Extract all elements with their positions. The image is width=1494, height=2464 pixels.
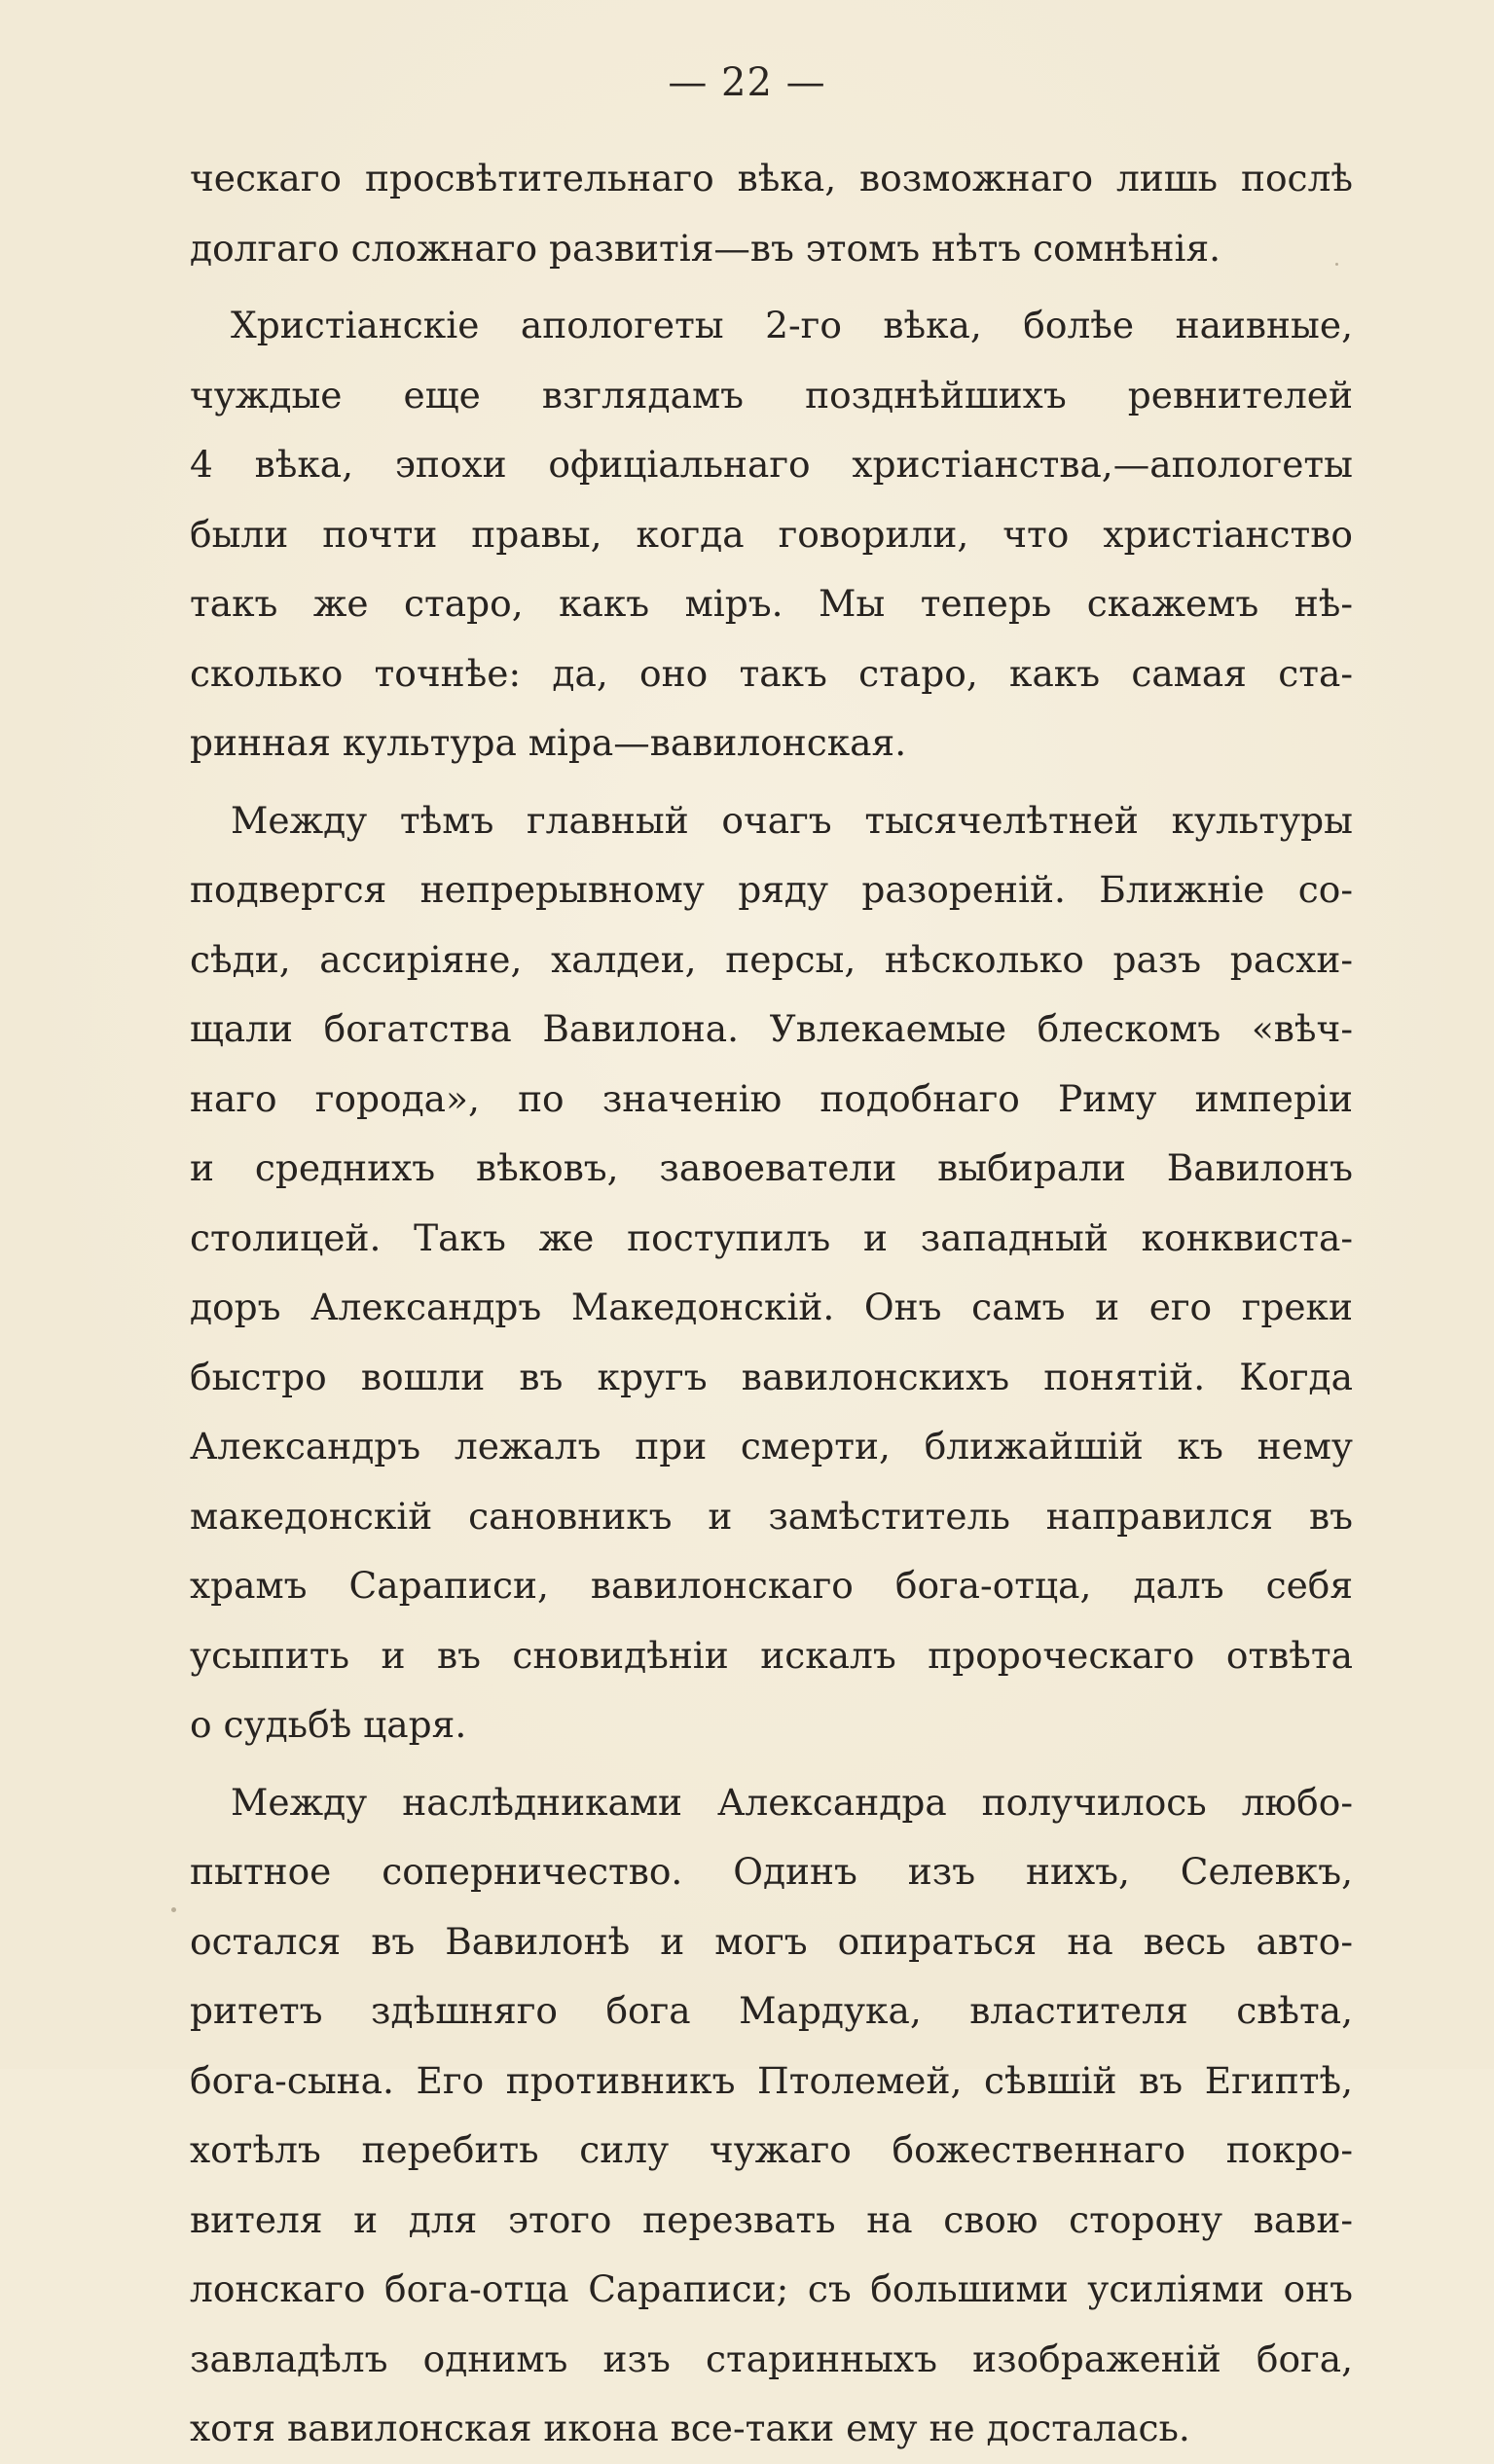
text-line: хотя вавилонская икона все-таки ему не досталась. [190, 2407, 1190, 2449]
paragraph [190, 291, 1353, 779]
text-line: Между наслѣдниками Александра получилось любо- [231, 1780, 1353, 1824]
paragraph [190, 144, 1353, 283]
text-line: 4 вѣка, эпохи офиціальнаго христіанства,—апологеты [190, 443, 1353, 486]
text-line: доръ Александръ Македонскій. Онъ самъ и его греки [190, 1286, 1353, 1328]
text-line: ческаго просвѣтительнаго вѣка, возможнаго лишь послѣ [190, 157, 1353, 199]
text-line: и среднихъ вѣковъ, завоеватели выбирали Вавилонъ [190, 1146, 1353, 1189]
text-line: бога-сына. Его противникъ Птолемей, сѣвшій въ Египтѣ, [190, 2058, 1353, 2102]
text-line: хотѣлъ перебить силу чужаго божественнаго покро- [190, 2128, 1353, 2171]
text-line: завладѣлъ однимъ изъ старинныхъ изображеній бога, [190, 2337, 1353, 2380]
text-line: македонскій сановникъ и замѣститель направился въ [190, 1494, 1353, 1538]
text-line: пытное соперничество. Одинъ изъ нихъ, Селевкъ, [190, 1850, 1353, 1893]
text-line: ритетъ здѣшняго бога Мардука, властителя свѣта, [190, 1989, 1353, 2032]
paper-speck [171, 1907, 176, 1912]
text-line: сѣди, ассиріяне, халдеи, персы, нѣсколько разъ расхи- [190, 937, 1353, 981]
text-line: были почти правы, когда говорили, что христіанство [190, 512, 1353, 556]
text-line: Между тѣмъ главный очагъ тысячелѣтней культуры [231, 798, 1353, 842]
text-line: такъ же старо, какъ міръ. Мы теперь скажемъ нѣ- [190, 582, 1353, 625]
text-line: лонскаго бога-отца Сараписи; съ большими усиліями онъ [190, 2267, 1353, 2310]
text-line: щали богатства Вавилона. Увлекаемые блескомъ «вѣч- [190, 1007, 1353, 1050]
paragraph [190, 1768, 1353, 2464]
body-text [190, 144, 1353, 2464]
text-line: усыпить и въ сновидѣніи искалъ пророческаго отвѣта [190, 1633, 1353, 1677]
paragraph [190, 786, 1353, 1760]
page-number: — 22 — [668, 60, 826, 105]
text-line: долгаго сложнаго развитія—въ этомъ нѣтъ сомнѣнія. [190, 226, 1221, 270]
text-line: чуждые еще взглядамъ позднѣйшихъ ревнителей [190, 373, 1353, 417]
text-line: вителя и для этого перезвать на свою сторону вави- [190, 2197, 1353, 2241]
text-line: подвергся непрерывному ряду разореній. Ближніе со- [190, 868, 1353, 911]
text-line: ринная культура міра—вавилонская. [190, 721, 907, 764]
text-line: о судьбѣ царя. [190, 1703, 467, 1746]
paper-speck [1335, 263, 1338, 266]
text-line: Христіанскіе апологеты 2-го вѣка, болѣе наивные, [231, 304, 1353, 346]
text-line: остался въ Вавилонѣ и могъ опираться на весь авто- [190, 1919, 1353, 1963]
text-line: Александръ лежалъ при смерти, ближайшій къ нему [190, 1425, 1353, 1468]
text-line: быстро вошли въ кругъ вавилонскихъ понятій. Когда [190, 1355, 1353, 1398]
text-line: сколько точнѣе: да, оно такъ старо, какъ самая ста- [190, 651, 1353, 695]
text-line: наго города», по значенію подобнаго Риму имперіи [190, 1076, 1353, 1120]
text-line: храмъ Сараписи, вавилонскаго бога-отца, далъ себя [190, 1564, 1353, 1607]
text-line: столицей. Такъ же поступилъ и западный конквиста- [190, 1215, 1353, 1259]
